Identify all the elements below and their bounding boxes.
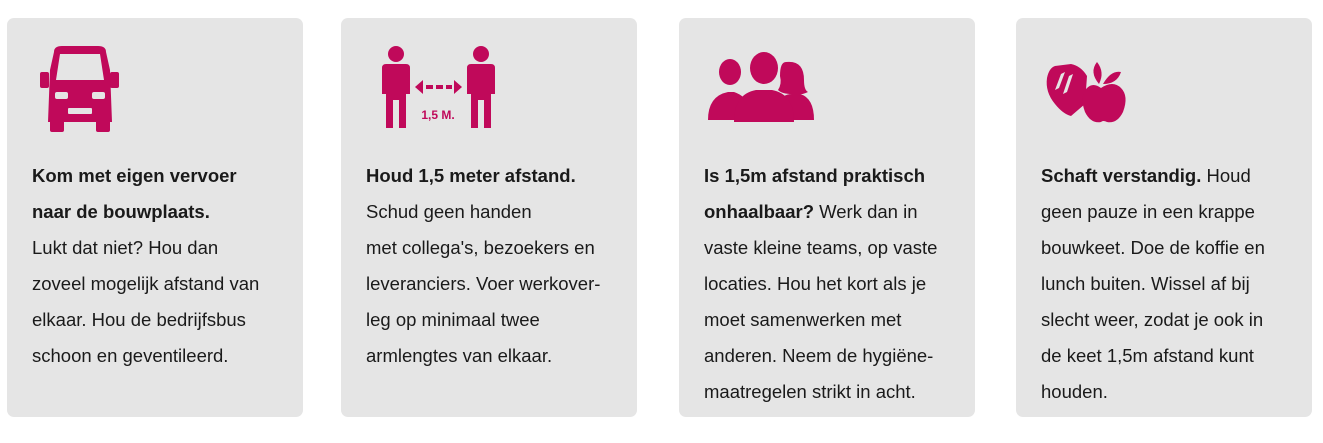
- card-text-line: [366, 338, 615, 374]
- card-text-bold: Kom met eigen vervoer: [32, 165, 237, 186]
- card-text-line: [32, 158, 281, 194]
- card-text-line: [1041, 302, 1290, 338]
- card-text-line: [32, 194, 281, 230]
- card-text-regular: bouwkeet. Doe de koffie en: [1041, 237, 1265, 258]
- distance-icon: [366, 44, 615, 154]
- card-text-line: [704, 302, 953, 338]
- card-text-line: [1041, 374, 1290, 410]
- card-text-line: [704, 266, 953, 302]
- card-text-line: [32, 230, 281, 266]
- card-text-regular: Schud geen handen: [366, 201, 532, 222]
- card-text-line: [366, 158, 615, 194]
- card-text-line: [1041, 338, 1290, 374]
- card-lunch-break: [1016, 18, 1312, 417]
- card-text-line: [704, 338, 953, 374]
- card-text-bold: naar de bouwplaats.: [32, 201, 210, 222]
- card-text-line: [704, 158, 953, 194]
- van-icon: [32, 44, 281, 154]
- card-text-regular: Werk dan in: [814, 201, 918, 222]
- card-text-line: [366, 302, 615, 338]
- card-text-regular: Lukt dat niet? Hou dan: [32, 237, 219, 258]
- card-text-regular: de keet 1,5m afstand kunt: [1041, 345, 1254, 366]
- card-fixed-teams: [679, 18, 975, 417]
- card-text-regular: Houd: [1201, 165, 1251, 186]
- card-text-bold: Houd 1,5 meter afstand.: [366, 165, 576, 186]
- card-text-regular: elkaar. Hou de bedrijfsbus: [32, 309, 246, 330]
- card-text-line: [32, 338, 281, 374]
- card-text: [704, 158, 953, 410]
- card-own-transport: [7, 18, 303, 417]
- card-text: [1041, 158, 1290, 410]
- card-text-regular: houden.: [1041, 381, 1108, 402]
- card-text-line: [32, 302, 281, 338]
- card-text-line: [704, 194, 953, 230]
- distance-label: 1,5 M.: [421, 108, 455, 122]
- card-text-line: [32, 266, 281, 302]
- card-text-regular: anderen. Neem de hygiëne-: [704, 345, 934, 366]
- card-text-regular: armlengtes van elkaar.: [366, 345, 553, 366]
- card-text: [32, 158, 281, 374]
- card-text-regular: zoveel mogelijk afstand van: [32, 273, 260, 294]
- card-text-bold: onhaalbaar?: [704, 201, 814, 222]
- card-text: [366, 158, 615, 374]
- card-text-regular: slecht weer, zodat je ook in: [1041, 309, 1264, 330]
- card-text-regular: leveranciers. Voer werkover-: [366, 273, 601, 294]
- card-text-bold: Schaft verstandig.: [1041, 165, 1202, 186]
- card-text-regular: maatregelen strikt in acht.: [704, 381, 916, 402]
- card-text-regular: lunch buiten. Wissel af bij: [1041, 273, 1250, 294]
- card-text-regular: geen pauze in een krappe: [1041, 201, 1255, 222]
- card-text-line: [704, 230, 953, 266]
- card-keep-distance: [341, 18, 637, 417]
- card-text-regular: locaties. Hou het kort als je: [704, 273, 927, 294]
- card-text-line: [366, 194, 615, 230]
- card-text-line: [1041, 194, 1290, 230]
- card-text-regular: schoon en geventileerd.: [32, 345, 229, 366]
- card-text-line: [1041, 158, 1290, 194]
- card-text-regular: vaste kleine teams, op vaste: [704, 237, 938, 258]
- card-text-regular: met collega's, bezoekers en: [366, 237, 595, 258]
- group-icon: [704, 44, 953, 154]
- card-text-regular: moet samenwerken met: [704, 309, 902, 330]
- card-text-line: [704, 374, 953, 410]
- card-text-line: [1041, 266, 1290, 302]
- card-text-line: [366, 230, 615, 266]
- food-icon: [1041, 44, 1290, 154]
- card-text-bold: Is 1,5m afstand praktisch: [704, 165, 926, 186]
- card-text-line: [1041, 230, 1290, 266]
- card-text-line: [366, 266, 615, 302]
- card-text-regular: leg op minimaal twee: [366, 309, 540, 330]
